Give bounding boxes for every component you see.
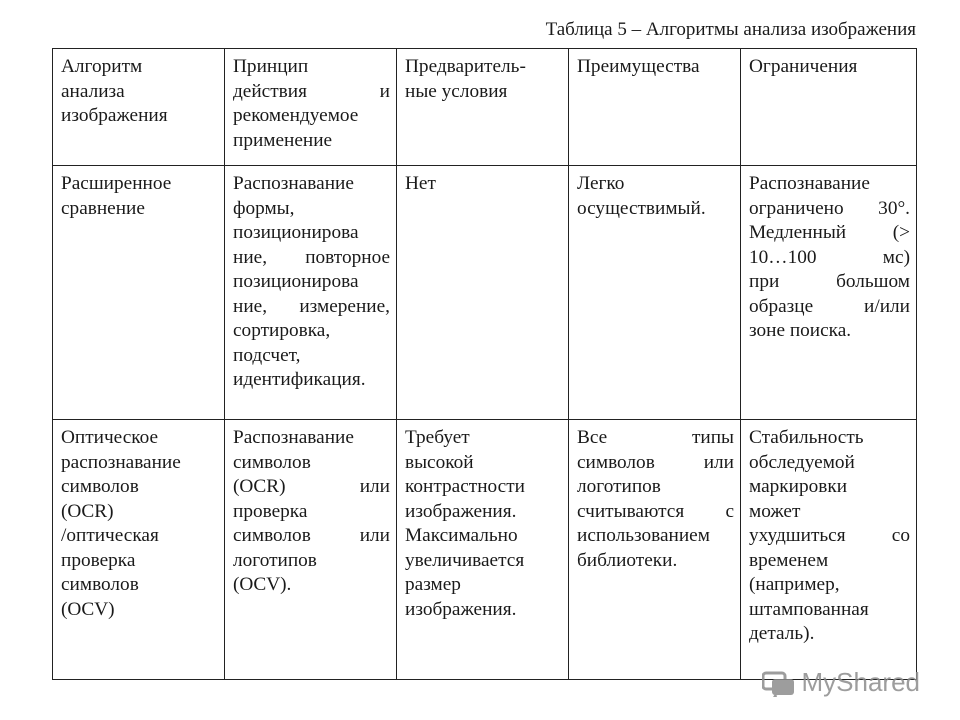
table-row [53, 166, 917, 420]
cell-advantages: Все типы символов или логотипов считываются с использованием библиотеки. [569, 420, 741, 680]
header-advantages: Преимущества [569, 49, 741, 166]
cell-algorithm: Расширенное сравнение [53, 166, 225, 420]
watermark [762, 667, 921, 698]
cell-principle: Распознавание формы, позиционирова ние, повторное позиционирова ние, измерение, сортировка, подсчет, идентификация. [225, 166, 397, 420]
cell-preconditions: Нет [397, 166, 569, 420]
cell-algorithm: Оптическое распознавание символов (OCR) /оптическая проверка символов (OCV) [53, 420, 225, 680]
header-limitations: Ограничения [741, 49, 917, 166]
header-algorithm: Алгоритм анализа изображения [53, 49, 225, 166]
myshared-logo-icon [762, 669, 796, 697]
cell-principle: Распознавание символов (OCR) или проверка символов или логотипов (OCV). [225, 420, 397, 680]
cell-preconditions: Требует высокой контрастности изображения. Максимально увеличивается размер изображения. [397, 420, 569, 680]
table-caption: Таблица 5 – Алгоритмы анализа изображения [545, 19, 916, 40]
cell-limitations: Распознавание ограничено 30°. Медленный (> 10…100 мс) при большом образце и/или зоне поиска. [741, 166, 917, 420]
header-preconditions: Предваритель- ные условия [397, 49, 569, 166]
cell-advantages: Легко осуществимый. [569, 166, 741, 420]
watermark-text: MyShared [801, 667, 920, 697]
header-row [53, 49, 917, 166]
algorithms-table [52, 48, 917, 680]
cell-limitations: Стабильность обследуемой маркировки может ухудшиться со временем (например, штампованная деталь). [741, 420, 917, 680]
header-principle: Принцип действия и рекомендуемое применение [225, 49, 397, 166]
table-row [53, 420, 917, 680]
